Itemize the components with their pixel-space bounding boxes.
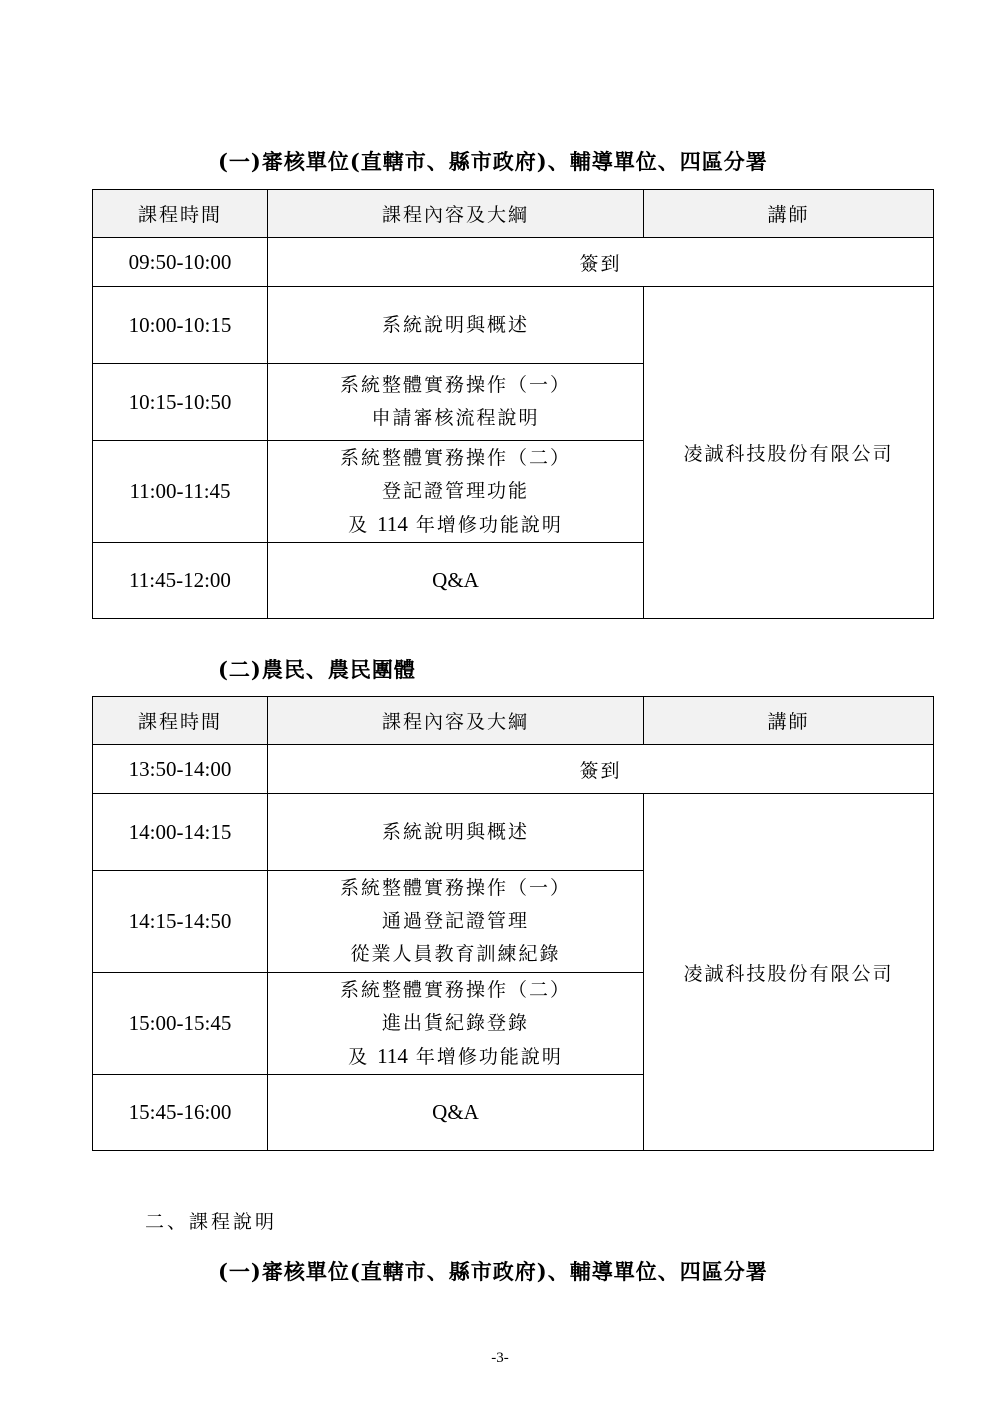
row-content [268, 871, 644, 973]
row-content [268, 543, 644, 619]
section-title: 二、課程說明 [145, 1211, 278, 1233]
row-content [268, 364, 644, 441]
row-content [268, 441, 644, 543]
row-content [268, 794, 644, 871]
table-row [93, 238, 934, 287]
row-time: 14:00-14:15 [93, 794, 268, 871]
content-line: Q&A [432, 1100, 479, 1124]
row-time: 09:50-10:00 [93, 238, 268, 287]
content-line: 進出貨紀錄登錄 [381, 1011, 529, 1034]
content-line: 系統整體實務操作（一） [339, 374, 571, 396]
content-line: 系統說明與概述 [381, 820, 529, 843]
row-time: 11:00-11:45 [93, 441, 268, 543]
row-time: 15:00-15:45 [93, 973, 268, 1075]
header-time: 課程時間 [93, 697, 268, 745]
row-time: 10:15-10:50 [93, 364, 268, 441]
row-time: 10:00-10:15 [93, 287, 268, 364]
content-line: 系統說明與概述 [381, 313, 529, 336]
content-line: Q&A [432, 568, 479, 592]
row-content [268, 1075, 644, 1151]
content-line: 登記證管理功能 [381, 479, 529, 502]
header-content: 課程內容及大綱 [268, 190, 644, 238]
header-time: 課程時間 [93, 190, 268, 238]
header-instructor: 講師 [644, 697, 934, 745]
content-line: 通過登記證管理 [381, 910, 529, 932]
table-row [93, 287, 934, 364]
header-content: 課程內容及大綱 [268, 697, 644, 745]
table-header-row [93, 697, 934, 745]
table-row [93, 794, 934, 871]
signin-cell: 簽到 [268, 238, 934, 287]
content-line: 系統整體實務操作（二） [339, 446, 571, 469]
content-line: 從業人員教育訓練紀錄 [350, 943, 561, 965]
row-content [268, 287, 644, 364]
instructor-cell: 凌誠科技股份有限公司 [644, 794, 934, 1151]
section-subtitle: (一)審核單位(直轄市、縣市政府)、輔導單位、四區分署 [218, 1259, 768, 1284]
schedule-table-2 [92, 696, 934, 1151]
table1-title: (一)審核單位(直轄市、縣市政府)、輔導單位、四區分署 [218, 149, 768, 174]
page-number: -3- [491, 1350, 509, 1366]
table-header-row [93, 190, 934, 238]
content-line: 申請審核流程說明 [371, 407, 540, 429]
header-instructor: 講師 [644, 190, 934, 238]
row-content [268, 973, 644, 1075]
content-line: 系統整體實務操作（一） [339, 877, 571, 899]
instructor-cell: 凌誠科技股份有限公司 [644, 287, 934, 619]
row-time: 13:50-14:00 [93, 745, 268, 794]
content-line: 及 114 年增修功能說明 [348, 1043, 563, 1068]
content-line: 系統整體實務操作（二） [339, 978, 571, 1001]
table2-title: (二)農民、農民團體 [218, 657, 416, 682]
signin-cell: 簽到 [268, 745, 934, 794]
row-time: 11:45-12:00 [93, 543, 268, 619]
row-time: 14:15-14:50 [93, 871, 268, 973]
content-line: 及 114 年增修功能說明 [348, 511, 563, 536]
row-time: 15:45-16:00 [93, 1075, 268, 1151]
schedule-table-1 [92, 189, 934, 619]
table-row [93, 745, 934, 794]
